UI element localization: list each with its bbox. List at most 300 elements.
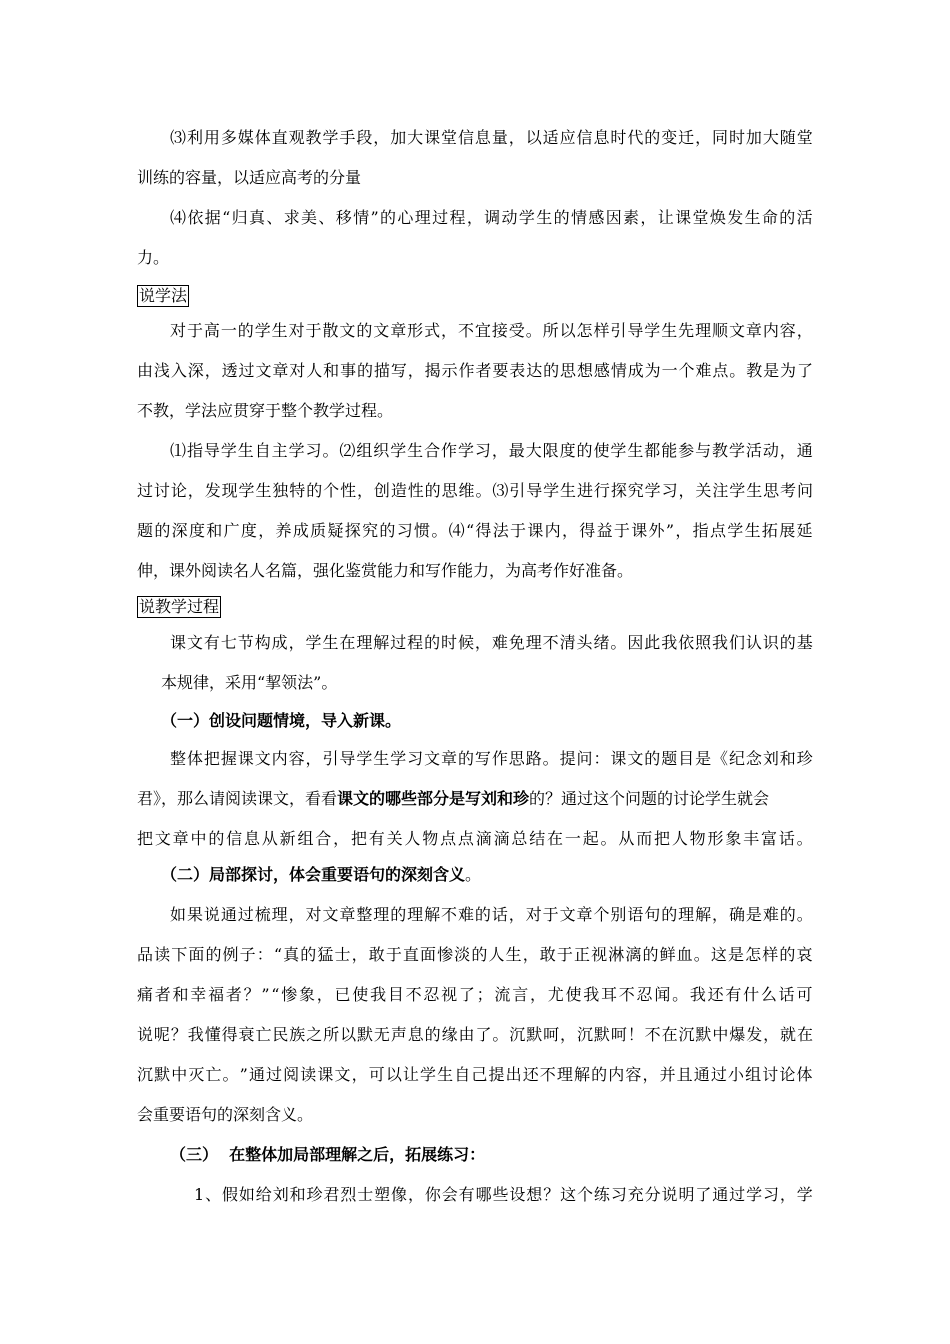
glyph: 表	[509, 361, 526, 380]
glyph: 章	[172, 829, 189, 848]
glyph: ，	[407, 361, 424, 380]
glyph: 理	[525, 633, 542, 652]
glyph: 者	[225, 985, 242, 1004]
glyph: 学	[390, 749, 407, 768]
glyph: 延	[796, 521, 813, 540]
glyph: 息	[593, 128, 610, 147]
glyph: 学	[305, 633, 322, 652]
glyph: ，	[796, 321, 813, 340]
glyph: 文	[373, 321, 390, 340]
glyph: ，	[351, 1065, 368, 1084]
glyph: 漓	[625, 945, 642, 964]
glyph: 文	[186, 633, 203, 652]
glyph: 生	[536, 208, 553, 227]
glyph: 合	[424, 441, 441, 460]
glyph: 亡	[255, 1025, 272, 1044]
glyph: 的	[390, 905, 407, 924]
glyph: 心	[397, 208, 414, 227]
glyph: 的	[356, 361, 373, 380]
glyph: 堂	[441, 128, 458, 147]
glyph: 呵	[543, 1025, 560, 1044]
glyph: 的	[379, 521, 396, 540]
glyph: 惨	[437, 945, 454, 964]
section-heading-label: 说教学过程	[139, 597, 220, 616]
glyph: 点	[440, 829, 457, 848]
glyph: 用	[203, 128, 220, 147]
glyph: 有	[368, 829, 385, 848]
glyph: 。	[492, 1025, 509, 1044]
glyph: 关	[695, 481, 712, 500]
text-line: 训练的容量，以适应高考的分量	[137, 168, 362, 187]
glyph: 是	[763, 361, 780, 380]
glyph: 并	[659, 1065, 676, 1084]
glyph: ，	[466, 208, 483, 227]
glyph: 理	[556, 1065, 573, 1084]
glyph: 学	[518, 208, 535, 227]
glyph: 怎	[576, 321, 593, 340]
glyph: 例	[222, 945, 239, 964]
glyph: 解	[373, 633, 390, 652]
glyph: 所	[542, 321, 559, 340]
glyph: 内	[544, 521, 561, 540]
glyph: 默	[593, 1025, 610, 1044]
glyph: 生	[373, 749, 390, 768]
glyph: 组	[745, 1065, 762, 1084]
glyph: 堂	[796, 128, 813, 147]
glyph: 多	[220, 128, 237, 147]
glyph: 以	[385, 1065, 402, 1084]
glyph: 思	[560, 361, 577, 380]
glyph: 生	[322, 633, 339, 652]
glyph: 富	[760, 829, 777, 848]
glyph: 学	[238, 481, 255, 500]
glyph: 论	[779, 1065, 796, 1084]
glyph: 题	[661, 749, 678, 768]
glyph: 起	[582, 829, 599, 848]
glyph: 习	[610, 1185, 627, 1204]
glyph: 些	[492, 1185, 509, 1204]
glyph: 焕	[709, 208, 726, 227]
glyph: 为	[780, 361, 797, 380]
glyph: 呢	[153, 1025, 170, 1044]
glyph: 的	[457, 749, 474, 768]
glyph: 烈	[340, 1185, 357, 1204]
glyph: 直	[402, 945, 419, 964]
glyph: 学	[356, 749, 373, 768]
glyph: 的	[779, 905, 796, 924]
glyph: 过	[432, 208, 449, 227]
glyph: 可	[796, 985, 813, 1004]
glyph: 课	[317, 1065, 334, 1084]
glyph: 、	[266, 208, 283, 227]
glyph: 以	[340, 1025, 357, 1044]
glyph: 灭	[188, 1065, 205, 1084]
glyph: 头	[576, 633, 593, 652]
glyph: 的	[642, 945, 659, 964]
glyph: 者	[154, 985, 171, 1004]
glyph: 学	[254, 321, 271, 340]
glyph: 课	[170, 633, 187, 652]
glyph: 缘	[441, 1025, 458, 1044]
glyph: 耳	[601, 985, 618, 1004]
glyph: 视	[591, 945, 608, 964]
glyph: 的	[661, 905, 678, 924]
glyph: 不	[618, 985, 635, 1004]
glyph: 学	[322, 128, 339, 147]
glyph: 1	[194, 1185, 205, 1204]
glyph: 闻	[654, 985, 671, 1004]
glyph: 之	[306, 1025, 323, 1044]
glyph: 读	[300, 1065, 317, 1084]
glyph: 写	[390, 361, 407, 380]
glyph: 自	[454, 1065, 471, 1084]
glyph: 学	[543, 481, 560, 500]
glyph: 。	[729, 361, 746, 380]
glyph: 对	[289, 361, 306, 380]
glyph: 沉	[678, 1025, 695, 1044]
glyph: 我	[712, 633, 729, 652]
glyph: 法	[492, 521, 509, 540]
glyph: 在	[796, 1025, 813, 1044]
glyph: 福	[208, 985, 225, 1004]
glyph: ，	[441, 321, 458, 340]
emphasis-text: 课文的哪些部分是写刘和珍	[337, 789, 530, 808]
glyph: 的	[576, 441, 593, 460]
glyph: 于	[186, 321, 203, 340]
glyph: 成	[292, 521, 309, 540]
glyph: 先	[678, 321, 695, 340]
glyph: 文	[334, 1065, 351, 1084]
glyph: 发	[204, 481, 221, 500]
glyph: 清	[559, 633, 576, 652]
glyph: 者	[475, 361, 492, 380]
glyph: ，	[356, 481, 373, 500]
text-line: 不教，学法应贯穿于整个教学过程。	[137, 401, 394, 420]
glyph: 。	[610, 633, 627, 652]
glyph: ，	[305, 749, 322, 768]
glyph: 假	[221, 1185, 238, 1204]
glyph: 理	[414, 208, 431, 227]
glyph: 如	[170, 905, 187, 924]
glyph: 淋	[608, 945, 625, 964]
glyph: 学	[729, 481, 746, 500]
glyph: 了	[458, 985, 475, 1004]
glyph: 衰	[238, 1025, 255, 1044]
text-line	[137, 480, 813, 502]
glyph: 导	[339, 749, 356, 768]
glyph: 你	[424, 1185, 441, 1204]
glyph: 宜	[474, 321, 491, 340]
glyph: 观	[288, 128, 305, 147]
glyph: 由	[137, 361, 154, 380]
glyph: 提	[488, 1065, 505, 1084]
glyph: ？	[170, 1025, 187, 1044]
glyph: 容	[288, 749, 305, 768]
glyph: 直	[271, 128, 288, 147]
glyph: “	[273, 945, 283, 964]
glyph: 练	[593, 1185, 610, 1204]
glyph: 读	[154, 945, 171, 964]
glyph: 默	[356, 1025, 373, 1044]
glyph: 对	[305, 905, 322, 924]
glyph: 关	[386, 829, 403, 848]
glyph: 活	[796, 208, 813, 227]
glyph: 和	[779, 749, 796, 768]
glyph: 通	[248, 1065, 265, 1084]
glyph: 点	[457, 829, 474, 848]
glyph: ⑵	[339, 441, 356, 460]
glyph: 的	[205, 945, 222, 964]
glyph: ？	[243, 985, 260, 1004]
glyph: 达	[526, 361, 543, 380]
glyph: 创	[373, 481, 390, 500]
glyph: 已	[334, 985, 351, 1004]
subsection-heading: （一）创设问题情境，导入新课。	[161, 711, 402, 730]
glyph: 维	[458, 481, 475, 500]
glyph: 大	[525, 441, 542, 460]
glyph: ，	[258, 521, 275, 540]
glyph: 探	[610, 481, 627, 500]
glyph: 课	[237, 749, 254, 768]
glyph: 透	[221, 361, 238, 380]
glyph: 的	[779, 945, 796, 964]
glyph: 动	[501, 208, 518, 227]
glyph: 讨	[762, 1065, 779, 1084]
glyph: 分	[644, 1185, 661, 1204]
glyph: 学	[644, 481, 661, 500]
glyph: 对	[170, 321, 187, 340]
glyph: 的	[356, 321, 373, 340]
glyph: 。	[693, 945, 710, 964]
glyph: 得	[221, 1025, 238, 1044]
glyph: 拓	[761, 521, 778, 540]
glyph: 的	[591, 1065, 608, 1084]
glyph: 作	[458, 361, 475, 380]
glyph: 究	[627, 481, 644, 500]
glyph: 。	[672, 985, 689, 1004]
glyph: 点	[712, 361, 729, 380]
glyph: 深	[171, 521, 188, 540]
glyph: 惯	[414, 521, 431, 540]
glyph: 默	[695, 1025, 712, 1044]
text-run: 的？通过这个问题的讨论学生就会	[529, 789, 770, 808]
glyph: 的	[237, 321, 254, 340]
glyph: 说	[203, 905, 220, 924]
glyph: 织	[373, 441, 390, 460]
glyph: 说	[137, 1025, 154, 1044]
glyph: 学	[288, 441, 305, 460]
glyph: 新	[279, 829, 296, 848]
glyph: 绪	[593, 633, 610, 652]
glyph: 。	[222, 1065, 239, 1084]
glyph: 信	[226, 829, 243, 848]
glyph: 归	[231, 208, 248, 227]
glyph: 教	[746, 361, 763, 380]
glyph: 得	[579, 521, 596, 540]
glyph: 人	[488, 945, 505, 964]
glyph: 下	[171, 945, 188, 964]
glyph: 理	[356, 633, 373, 652]
glyph: 息	[243, 829, 260, 848]
glyph: 一	[661, 361, 678, 380]
glyph: ！	[627, 1025, 644, 1044]
glyph: ？	[543, 1185, 560, 1204]
glyph: 同	[712, 128, 729, 147]
glyph: 说	[661, 1185, 678, 1204]
glyph: ⑷	[170, 208, 187, 227]
glyph: 而	[636, 829, 653, 848]
glyph: ”	[370, 208, 379, 227]
glyph: 整	[356, 905, 373, 924]
text-line	[137, 1064, 813, 1086]
glyph: 纪	[728, 749, 745, 768]
glyph: 如	[238, 1185, 255, 1204]
glyph: 中	[712, 1025, 729, 1044]
glyph: 习	[661, 481, 678, 500]
glyph: 滴	[475, 829, 492, 848]
glyph: 塑	[374, 1185, 391, 1204]
glyph: 高	[203, 321, 220, 340]
glyph: 感	[593, 361, 610, 380]
glyph: 内	[271, 749, 288, 768]
glyph: ，	[695, 128, 712, 147]
glyph: 学	[420, 1065, 437, 1084]
glyph: 习	[407, 749, 424, 768]
glyph: 体	[186, 749, 203, 768]
glyph: 发	[746, 1025, 763, 1044]
glyph: 。	[431, 521, 448, 540]
glyph: 题	[137, 521, 154, 540]
glyph: 样	[762, 945, 779, 964]
glyph: 君	[323, 1185, 340, 1204]
glyph: ”	[261, 985, 270, 1004]
glyph: 过	[137, 481, 154, 500]
glyph: 成	[627, 361, 644, 380]
glyph: 与	[695, 441, 712, 460]
glyph: 生	[744, 521, 761, 540]
text-line	[137, 788, 813, 810]
glyph: 了	[796, 361, 813, 380]
glyph: 难	[491, 633, 508, 652]
glyph: 小	[728, 1065, 745, 1084]
glyph: 加	[745, 128, 762, 147]
glyph: 浅	[153, 361, 170, 380]
glyph: 还	[707, 985, 724, 1004]
glyph: 发	[727, 208, 744, 227]
glyph: 内	[762, 321, 779, 340]
glyph: 确	[728, 905, 745, 924]
glyph: 理	[695, 321, 712, 340]
glyph: 美	[301, 208, 318, 227]
glyph: 把	[203, 749, 220, 768]
glyph: 理	[407, 905, 424, 924]
glyph: 从	[261, 829, 278, 848]
text-line: 会重要语句的深刻含义。	[137, 1105, 314, 1124]
glyph: 中	[190, 829, 207, 848]
glyph: 组	[356, 441, 373, 460]
glyph: 形	[407, 321, 424, 340]
glyph: 尤	[547, 985, 564, 1004]
glyph: 程	[407, 633, 424, 652]
glyph: 设	[509, 1185, 526, 1204]
glyph: 容	[779, 321, 796, 340]
glyph: “	[271, 985, 280, 1004]
glyph: 珍	[796, 749, 813, 768]
glyph: 。	[542, 749, 559, 768]
glyph: 通	[693, 1065, 710, 1084]
glyph: 益	[596, 521, 613, 540]
glyph: 章	[390, 321, 407, 340]
glyph: 和	[172, 985, 189, 1004]
glyph: 言	[512, 985, 529, 1004]
glyph: 通	[712, 1185, 729, 1204]
glyph: 使	[565, 985, 582, 1004]
glyph: 默	[154, 1065, 171, 1084]
glyph: 哪	[475, 1185, 492, 1204]
glyph: 珍	[306, 1185, 323, 1204]
glyph: 注	[712, 481, 729, 500]
glyph: 动	[762, 441, 779, 460]
glyph: 点	[709, 521, 726, 540]
glyph: 讨	[153, 481, 170, 500]
glyph: 堂	[692, 208, 709, 227]
glyph: 提	[559, 749, 576, 768]
glyph: 有	[203, 633, 220, 652]
glyph: 刘	[762, 749, 779, 768]
glyph: ；	[476, 985, 493, 1004]
glyph: 爆	[729, 1025, 746, 1044]
glyph: 是	[745, 905, 762, 924]
glyph: 不	[644, 1025, 661, 1044]
glyph: 品	[137, 945, 154, 964]
glyph: 感	[588, 208, 605, 227]
glyph: 受	[508, 321, 525, 340]
glyph: 活	[745, 441, 762, 460]
glyph: 度	[188, 521, 205, 540]
glyph: ，	[288, 633, 305, 652]
glyph: 展	[779, 521, 796, 540]
subsection-heading	[161, 864, 481, 886]
glyph: 从	[618, 829, 635, 848]
glyph: 能	[661, 441, 678, 460]
glyph: 是	[728, 945, 745, 964]
glyph: 象	[725, 829, 742, 848]
glyph: 文	[255, 361, 272, 380]
glyph: 自	[254, 441, 271, 460]
glyph: 理	[678, 905, 695, 924]
glyph: 想	[576, 361, 593, 380]
glyph: 时	[728, 128, 745, 147]
glyph: 作	[441, 441, 458, 460]
glyph: ⑷	[448, 521, 465, 540]
text-line	[137, 828, 813, 850]
glyph: 度	[240, 521, 257, 540]
glyph: 民	[272, 1025, 289, 1044]
glyph: “	[222, 208, 231, 227]
glyph: 我	[187, 1025, 204, 1044]
glyph: 信	[457, 128, 474, 147]
glyph: ，	[508, 128, 525, 147]
glyph: 照	[695, 633, 712, 652]
glyph: 目	[387, 985, 404, 1004]
glyph: 章	[576, 905, 593, 924]
glyph: 移	[335, 208, 352, 227]
text-line	[194, 1184, 813, 1206]
glyph: 于	[385, 945, 402, 964]
glyph: 因	[605, 208, 622, 227]
glyph: 刘	[272, 1185, 289, 1204]
glyph: ，	[763, 1025, 780, 1044]
